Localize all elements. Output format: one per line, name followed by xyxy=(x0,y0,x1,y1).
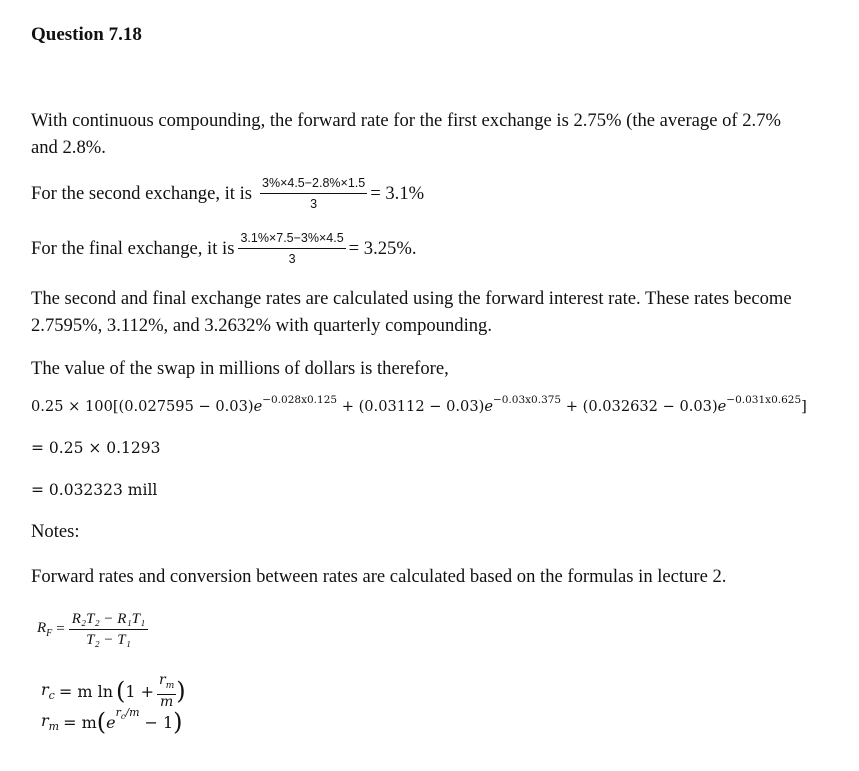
rc-one-plus: 1 + xyxy=(125,681,155,701)
second-exchange-fraction xyxy=(260,176,367,212)
calc-prefix: 0.25 × 100[(0.027595 − 0.03) xyxy=(31,398,254,415)
rm-lhs: $r_m$ xyxy=(41,710,60,734)
second-exchange-numerator: 3%×4.5−2.8%×1.5 xyxy=(260,176,367,194)
rm-exponent: $r_c/m$ xyxy=(115,706,140,722)
final-exchange-result: = 3.25%. xyxy=(348,238,417,259)
intro-paragraph: With continuous compounding, the forward rate for the first exchange is 2.75% (the average of 2.7% and 2.8%. xyxy=(31,110,781,158)
calc-exp-base-3: e xyxy=(717,398,727,415)
calc-exp-base-2: e xyxy=(484,398,493,415)
second-exchange-line xyxy=(31,176,424,212)
rc-fraction xyxy=(157,673,176,710)
rc-close-paren: ) xyxy=(176,677,186,706)
final-exchange-line xyxy=(31,231,416,267)
rm-exp-base: e xyxy=(106,712,116,732)
rm-open-paren: ( xyxy=(96,708,107,736)
calc-suffix: ] xyxy=(801,398,807,415)
rm-formula xyxy=(41,708,183,736)
final-exchange-numerator: 3.1%×7.5−3%×4.5 xyxy=(238,231,345,249)
rc-rhs-pre: = m ln xyxy=(58,681,113,701)
second-exchange-lead: For the second exchange, it is xyxy=(31,183,253,204)
forward-rate-formula xyxy=(37,610,148,649)
notes-text: Forward rates and conversion between rates are calculated based on the formulas in lecture 2. xyxy=(31,566,727,587)
calc-step-3: = 0.032323 mill xyxy=(31,481,158,499)
forward-fraction xyxy=(69,610,149,649)
calc-term-3: + (0.032632 − 0.03) xyxy=(565,398,718,415)
rates-paragraph: The second and final exchange rates are calculated using the forward interest rate. These rates become 2.7595%, 3.112%, and 3.2632% with quarterly compounding. xyxy=(31,288,792,336)
rm-rhs-pre: = m xyxy=(63,712,97,732)
rc-formula xyxy=(41,673,186,710)
second-exchange-denominator: 3 xyxy=(310,197,318,211)
rm-rhs-post: − 1 xyxy=(144,712,174,732)
calc-exp-base-1: e xyxy=(253,398,263,415)
swap-value-intro: The value of the swap in millions of dollars is therefore, xyxy=(31,358,449,379)
calc-step-2: = 0.25 × 0.1293 xyxy=(31,439,161,457)
calc-exponent-2: −0.03x0.375 xyxy=(492,394,562,406)
notes-heading: Notes: xyxy=(31,521,80,542)
rc-fraction-den: m xyxy=(160,693,174,710)
calc-exponent-3: −0.031x0.625 xyxy=(726,394,802,406)
second-exchange-result: = 3.1% xyxy=(370,183,425,204)
final-exchange-fraction xyxy=(238,231,345,267)
page-title: Question 7.18 xyxy=(31,24,142,45)
swap-calculation xyxy=(31,394,807,415)
calc-term-2: + (0.03112 − 0.03) xyxy=(341,398,485,415)
forward-lhs: $R_F$ xyxy=(37,620,53,639)
final-exchange-denominator: 3 xyxy=(288,252,296,266)
final-exchange-lead: For the final exchange, it is xyxy=(31,238,235,259)
rc-open-paren: ( xyxy=(116,677,126,706)
rc-fraction-num: $r_m$ xyxy=(157,673,176,695)
rm-close-paren: ) xyxy=(173,708,183,736)
forward-denominator: T₂ − T₁ xyxy=(86,632,131,648)
rc-lhs: $r_c$ xyxy=(41,680,55,703)
forward-numerator: R₂T₂ − R₁T₁ xyxy=(69,610,149,630)
calc-exponent-1: −0.028x0.125 xyxy=(262,394,338,406)
forward-equals: = xyxy=(56,621,65,637)
